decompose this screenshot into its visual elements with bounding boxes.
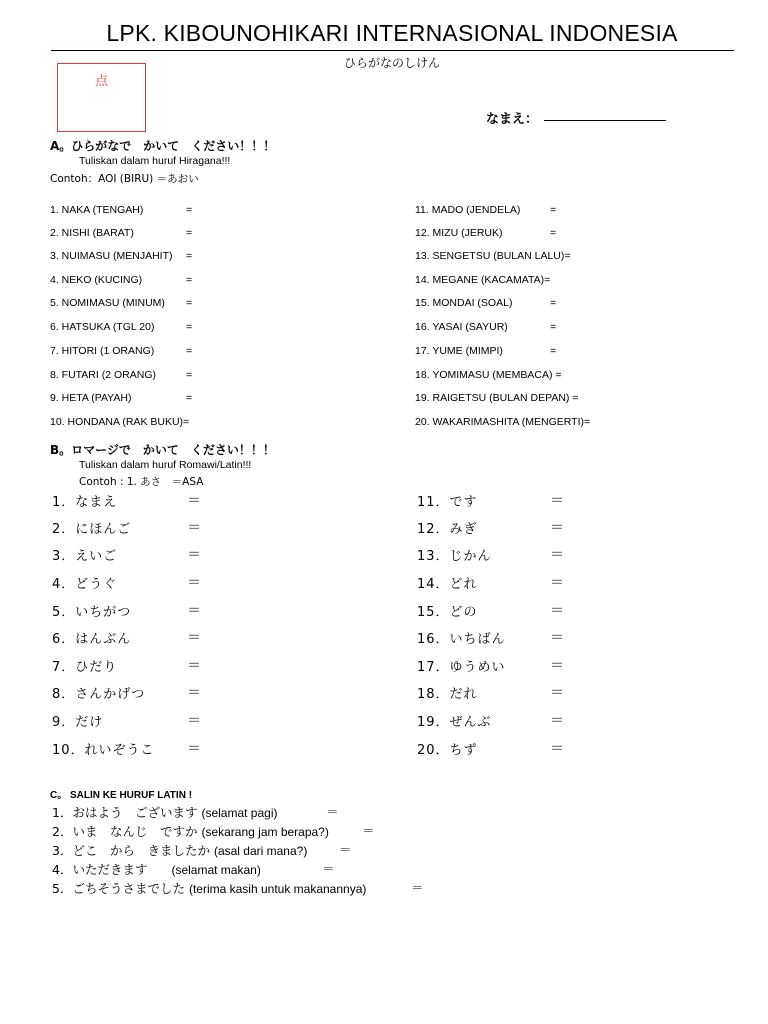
section-b-item: 9．だけ xyxy=(52,715,104,730)
equals-sign: ＝ xyxy=(187,630,201,646)
section-c-item xyxy=(52,860,261,878)
equals-sign: = xyxy=(186,345,193,357)
name-blank-line xyxy=(544,120,666,121)
section-b-item: 14．どれ xyxy=(417,577,478,592)
section-a-item: 10. HONDANA (RAK BUKU)= xyxy=(50,416,190,428)
section-c-japanese: 4．いただきます xyxy=(52,862,148,877)
section-a-item: 9. HETA (PAYAH) xyxy=(50,392,132,404)
equals-sign: ＝ xyxy=(187,575,201,591)
section-a-item: 17. YUME (MIMPI) xyxy=(415,345,503,357)
equals-sign: ＝ xyxy=(550,493,564,509)
section-c-heading: C。 SALIN KE HURUF LATIN ! xyxy=(50,790,193,801)
section-b-item: 7．ひだり xyxy=(52,660,118,675)
equals-sign: ＝ xyxy=(187,658,201,674)
equals-sign: = xyxy=(550,297,557,309)
equals-sign: = xyxy=(186,297,193,309)
equals-sign: ＝ xyxy=(187,741,201,757)
section-a-item: 7. HITORI (1 ORANG) xyxy=(50,345,155,357)
section-a-item: 2. NISHI (BARAT) xyxy=(50,227,134,239)
section-a-item: 1. NAKA (TENGAH) xyxy=(50,204,144,216)
section-b-item: 13．じかん xyxy=(417,549,492,564)
section-b-item: 15．どの xyxy=(417,605,478,620)
equals-sign: ＝ xyxy=(550,575,564,591)
section-c-japanese: 5．ごちそうさまでした xyxy=(52,881,185,896)
equals-sign: = xyxy=(186,369,193,381)
name-label: なまえ： xyxy=(486,112,539,127)
section-b-item: 12．みぎ xyxy=(417,522,478,537)
title-underline xyxy=(51,50,734,51)
section-b-item: 11．です xyxy=(417,495,478,510)
section-c-translation: (sekarang jam berapa?) xyxy=(201,825,329,839)
section-a-item: 16. YASAI (SAYUR) xyxy=(415,321,508,333)
section-b-item: 8．さんかげつ xyxy=(52,687,146,702)
equals-sign: ＝ xyxy=(362,823,375,838)
section-b-item: 6．はんぶん xyxy=(52,632,132,647)
equals-sign: ＝ xyxy=(550,547,564,563)
section-a-item: 8. FUTARI (2 ORANG) xyxy=(50,369,156,381)
section-b-item: 16．いちばん xyxy=(417,632,506,647)
section-b-item: 17．ゆうめい xyxy=(417,660,506,675)
section-a-instruction: Tuliskan dalam huruf Hiragana!!! xyxy=(79,155,231,167)
section-a-item: 18. YOMIMASU (MEMBACA) = xyxy=(415,369,562,381)
section-c-japanese: 2．いま なんじ ですか xyxy=(52,824,198,839)
section-b-item: 3．えいご xyxy=(52,549,118,564)
equals-sign: = xyxy=(550,345,557,357)
page-subtitle: ひらがなのしけん xyxy=(343,56,440,70)
equals-sign: ＝ xyxy=(550,741,564,757)
equals-sign: = xyxy=(186,250,193,262)
section-b-item: 4．どうぐ xyxy=(52,577,118,592)
equals-sign: ＝ xyxy=(326,804,339,819)
equals-sign: ＝ xyxy=(187,493,201,509)
section-b-heading: B。ロマージで かいて ください！！！ xyxy=(50,443,275,457)
section-a-item: 3. NUIMASU (MENJAHIT) xyxy=(50,250,173,262)
equals-sign: ＝ xyxy=(550,630,564,646)
equals-sign: = xyxy=(550,227,557,239)
equals-sign: ＝ xyxy=(411,880,424,895)
section-a-item: 19. RAIGETSU (BULAN DEPAN) = xyxy=(415,392,579,404)
section-c-item xyxy=(52,879,366,897)
section-c-translation: (selamat pagi) xyxy=(201,806,278,820)
section-b-item: 18．だれ xyxy=(417,687,478,702)
equals-sign: ＝ xyxy=(550,713,564,729)
section-a-heading: A。ひらがなで かいて ください！！！ xyxy=(50,139,276,153)
equals-sign: = xyxy=(186,227,193,239)
section-a-item: 15. MONDAI (SOAL) xyxy=(415,297,513,309)
section-c-item xyxy=(52,841,307,859)
section-c-translation: (selamat makan) xyxy=(171,863,261,877)
page-title: LPK. KIBOUNOHIKARI INTERNASIONAL INDONESIA xyxy=(106,20,678,46)
section-b-item: 2．にほんご xyxy=(52,522,132,537)
equals-sign: ＝ xyxy=(187,520,201,536)
section-c-japanese: 3．どこ から きましたか xyxy=(52,843,210,858)
equals-sign: ＝ xyxy=(187,603,201,619)
section-a-item: 13. SENGETSU (BULAN LALU)= xyxy=(415,250,571,262)
equals-sign: ＝ xyxy=(187,547,201,563)
section-a-item: 14. MEGANE (KACAMATA)= xyxy=(415,274,551,286)
section-b-item: 19．ぜんぶ xyxy=(417,715,492,730)
section-c-translation: (terima kasih untuk makanannya) xyxy=(188,882,367,896)
equals-sign: = xyxy=(186,274,193,286)
section-c-japanese: 1．おはよう ございます xyxy=(52,805,198,820)
section-a-item: 11. MADO (JENDELA) xyxy=(415,204,521,216)
section-b-item: 10．れいぞうこ xyxy=(52,743,155,758)
section-b-example: Contoh : 1. あさ ＝ASA xyxy=(79,476,204,488)
section-a-item: 4. NEKO (KUCING) xyxy=(50,274,143,286)
section-a-item: 5. NOMIMASU (MINUM) xyxy=(50,297,165,309)
equals-sign: ＝ xyxy=(550,685,564,701)
section-b-item: 1．なまえ xyxy=(52,495,118,510)
equals-sign: = xyxy=(550,204,557,216)
equals-sign: ＝ xyxy=(322,861,335,876)
section-a-example: Contoh：AOI (BIRU) ＝あおい xyxy=(50,173,199,185)
equals-sign: = xyxy=(186,321,193,333)
section-a-item: 20. WAKARIMASHITA (MENGERTI)= xyxy=(415,416,591,428)
equals-sign: = xyxy=(186,204,193,216)
section-a-item: 6. HATSUKA (TGL 20) xyxy=(50,321,155,333)
equals-sign: ＝ xyxy=(339,842,352,857)
section-c-item xyxy=(52,822,329,840)
equals-sign: ＝ xyxy=(550,520,564,536)
equals-sign: ＝ xyxy=(187,713,201,729)
section-b-instruction: Tuliskan dalam huruf Romawi/Latin!!! xyxy=(79,459,252,471)
equals-sign: = xyxy=(550,321,557,333)
section-a-item: 12. MIZU (JERUK) xyxy=(415,227,503,239)
score-label: 点 xyxy=(95,74,109,89)
section-b-item: 5．いちがつ xyxy=(52,605,132,620)
equals-sign: ＝ xyxy=(550,603,564,619)
equals-sign: ＝ xyxy=(550,658,564,674)
section-c-translation: (asal dari mana?) xyxy=(213,844,308,858)
equals-sign: = xyxy=(186,392,193,404)
section-c-item xyxy=(52,803,277,821)
equals-sign: ＝ xyxy=(187,685,201,701)
section-b-item: 20．ちず xyxy=(417,743,478,758)
